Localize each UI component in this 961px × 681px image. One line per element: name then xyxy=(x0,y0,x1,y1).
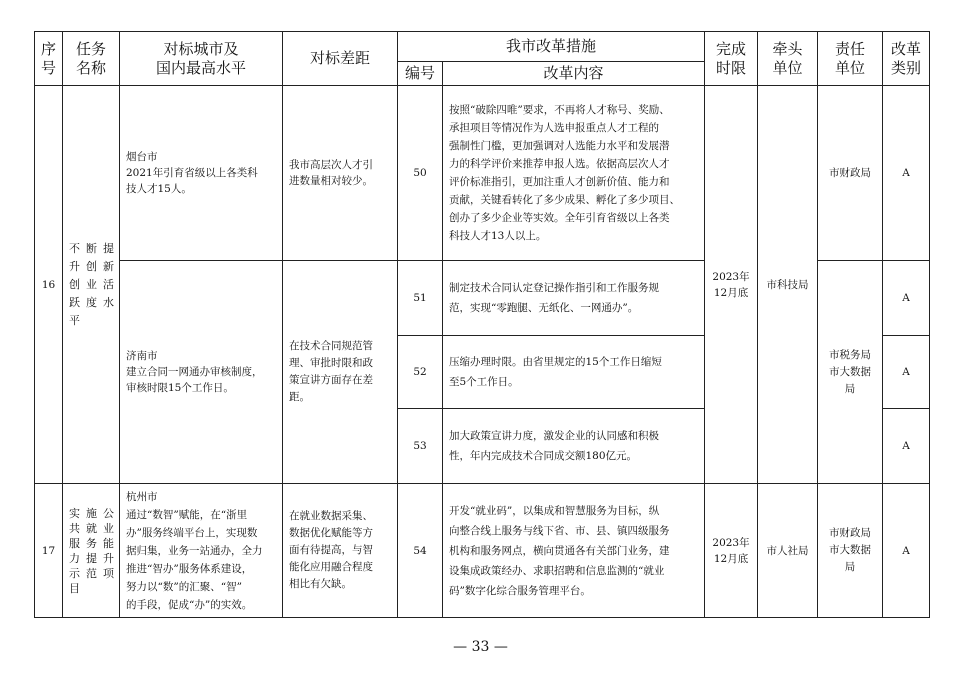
gap-16b: 在技术合同规范管 理、审批时限和政 策宣讲方面存在差 距。 xyxy=(283,261,398,484)
responsible-51-53: 市税务局 市大数据 局 xyxy=(818,261,883,484)
benchmark-jinan: 济南市 建立合同一网通办审核制度， 审核时限15个工作日。 xyxy=(120,261,283,484)
measure-no-51: 51 xyxy=(398,261,443,336)
header-gap: 对标差距 xyxy=(283,32,398,86)
task-17: 实施公 共就业 服务能 力提升 示范项 目 xyxy=(63,484,120,618)
header-benchmark: 对标城市及 国内最高水平 xyxy=(120,32,283,86)
deadline-17: 2023年 12月底 xyxy=(705,484,758,618)
benchmark-hangzhou: 杭州市 通过“数智”赋能，在“浙里 办”服务终端平台上，实现数 据归集，业务一站通办，全力 推进“智办”服务体系建设， 努力以“数”的汇聚、“智” 的手段，促成“办”的实效。 xyxy=(120,484,283,618)
category-53: A xyxy=(883,409,930,484)
gap-16a: 我市高层次人才引 进数量相对较少。 xyxy=(283,86,398,261)
task-16: 不断提 升创新 创业活 跃度水 平 xyxy=(63,86,120,484)
seq-17: 17 xyxy=(35,484,63,618)
measure-content-53: 加大政策宣讲力度，激发企业的认同感和积极 性，年内完成技术合同成交额180亿元。 xyxy=(443,409,705,484)
measure-no-50: 50 xyxy=(398,86,443,261)
responsible-54: 市财政局 市大数据 局 xyxy=(818,484,883,618)
header-deadline: 完成 时限 xyxy=(705,32,758,86)
seq-16: 16 xyxy=(35,86,63,484)
header-measures: 我市改革措施 xyxy=(398,32,705,62)
measure-no-52: 52 xyxy=(398,336,443,409)
header-number: 编号 xyxy=(398,62,443,86)
measure-no-53: 53 xyxy=(398,409,443,484)
header-responsible: 责任 单位 xyxy=(818,32,883,86)
category-50: A xyxy=(883,86,930,261)
deadline-16: 2023年 12月底 xyxy=(705,86,758,484)
responsible-50: 市财政局 xyxy=(818,86,883,261)
header-lead: 牵头 单位 xyxy=(758,32,818,86)
header-seq: 序 号 xyxy=(35,32,63,86)
measure-no-54: 54 xyxy=(398,484,443,618)
category-51: A xyxy=(883,261,930,336)
header-category: 改革 类别 xyxy=(883,32,930,86)
header-task: 任务 名称 xyxy=(63,32,120,86)
measure-content-54: 开发“就业码”，以集成和智慧服务为目标，纵 向整合线上服务与线下省、市、县、镇四级服务 机构和服务网点，横向贯通各有关部门业务，建 设集成政策经办、求职招聘和信息监测的“就业 码”数字化综合服务管理平台。 xyxy=(443,484,705,618)
benchmark-yantai: 烟台市 2021年引育省级以上各类科 技人才15人。 xyxy=(120,86,283,261)
category-54: A xyxy=(883,484,930,618)
measure-content-50: 按照“破除四唯”要求，不再将人才称号、奖励、 承担项目等情况作为人选申报重点人才工程的 强制性门槛，更加强调对人选能力水平和发展潜 力的科学评价来推荐申报人选。依据高层次人才 评价标准指引，更加注重人才创新价值、能力和 贡献，关键看转化了多少成果、孵化了多少项目、 创办了多少企业等实效。全年引育省级以上各类 科技人才13人以上。 xyxy=(443,86,705,261)
header-content: 改革内容 xyxy=(443,62,705,86)
category-52: A xyxy=(883,336,930,409)
measure-content-51: 制定技术合同认定登记操作指引和工作服务规 范，实现“零跑腿、无纸化、一网通办”。 xyxy=(443,261,705,336)
lead-17: 市人社局 xyxy=(758,484,818,618)
gap-17: 在就业数据采集、 数据优化赋能等方 面有待提高，与智 能化应用融合程度 相比有欠缺。 xyxy=(283,484,398,618)
page-number: — 33 — xyxy=(453,639,508,655)
reform-measures-table xyxy=(34,31,930,618)
lead-16: 市科技局 xyxy=(758,86,818,484)
measure-content-52: 压缩办理时限。由省里规定的15个工作日缩短 至5个工作日。 xyxy=(443,336,705,409)
